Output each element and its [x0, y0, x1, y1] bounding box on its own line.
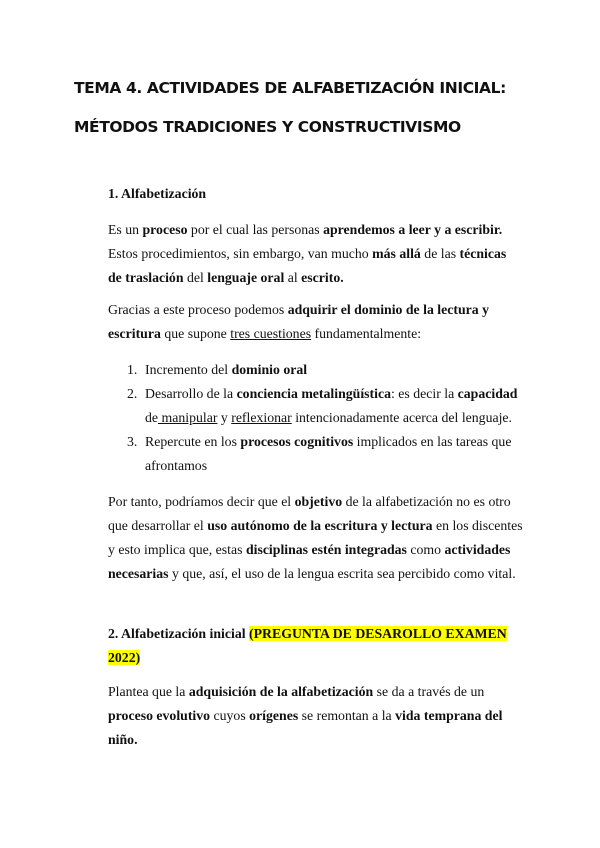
section-1-paragraph-2: Gracias a este proceso podemos adquirir el dominio de la lectura y escritura que supone tres cuestiones fundamentalmente:: [108, 302, 490, 341]
section-1-paragraph-1: Es un proceso por el cual las personas aprendemos a leer y a escribir. Estos procedimientos, sin embargo, van mucho más allá de las técnicas de traslación del lenguaje oral al escrito.: [108, 222, 507, 285]
document-title-line-2: MÉTODOS TRADICIONES Y CONSTRUCTIVISMO: [74, 118, 461, 136]
section-2-heading: 2. Alfabetización inicial (PREGUNTA DE DESAROLLO EXAMEN 2022): [108, 626, 507, 665]
section-1-list: [108, 358, 523, 478]
section-2-paragraph-1: Plantea que la adquisición de la alfabetización se da a través de un proceso evolutivo cuyos orígenes se remontan a la vida temprana del niño.: [108, 684, 503, 747]
list-item: 3. Repercute en los procesos cognitivos implicados en las tareas que afrontamos: [127, 434, 512, 473]
section-1-heading: 1. Alfabetización: [108, 186, 207, 201]
list-item: 1. Incremento del dominio oral: [127, 362, 308, 377]
exam-question-highlight: (PREGUNTA DE DESAROLLO EXAMEN 2022): [108, 626, 507, 665]
list-item: 2. Desarrollo de la conciencia metalingüística: es decir la capacidad de manipular y reflexionar intencionadamente acerca del lenguaje.: [127, 386, 518, 425]
document-title-line-1: TEMA 4. ACTIVIDADES DE ALFABETIZACIÓN INICIAL:: [74, 79, 506, 97]
section-1-paragraph-3: Por tanto, podríamos decir que el objetivo de la alfabetización no es otro que desarrollar el uso autónomo de la escritura y lectura en los discentes y esto implica que, estas disciplinas estén integradas como actividades necesarias y que, así, el uso de la lengua escrita sea percibido como vital.: [108, 494, 523, 581]
